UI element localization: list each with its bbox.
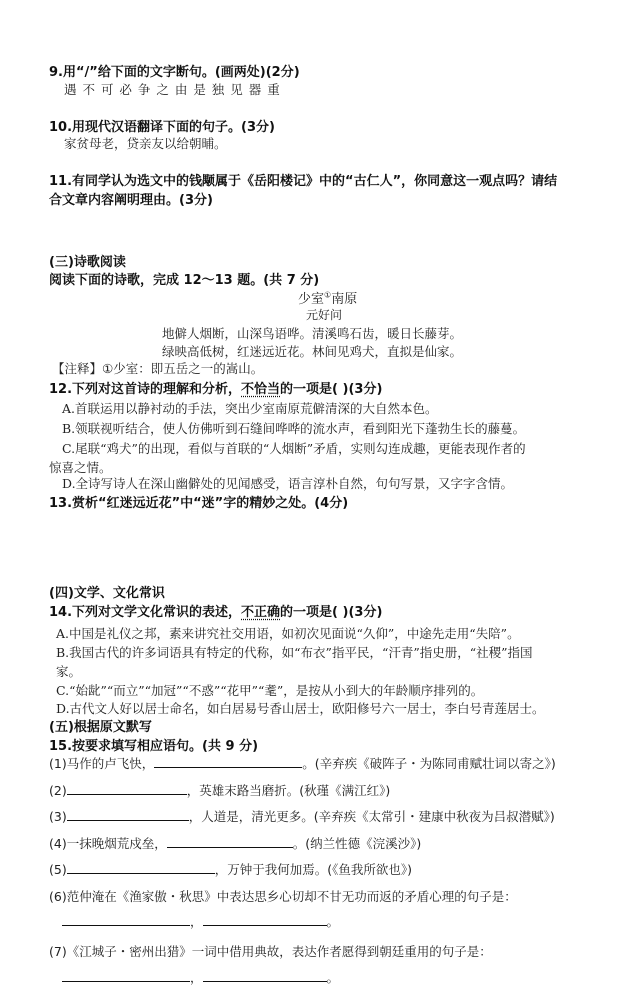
q15-item1-blank[interactable] bbox=[154, 754, 302, 768]
q14-option-a: A.中国是礼仪之邦，素来讲究社交用语，如初次见面说“久仰”，中途先走用“失陪”。 bbox=[56, 626, 520, 641]
q9-title: 9.用“/”给下面的文字断句。(画两处)(2分) bbox=[49, 65, 300, 80]
q13-title: 13.赏析“红迷远近花”中“迷”字的精妙之处。(4分) bbox=[49, 496, 349, 511]
section3-heading: (三)诗歌阅读 bbox=[49, 255, 126, 270]
q15-item7-sep: ， bbox=[190, 970, 203, 985]
poem-line-2: 绿映高低树，红迷远近花。林间见鸡犬，直拟是仙家。 bbox=[162, 344, 463, 359]
poem-title bbox=[298, 288, 357, 307]
q15-item3-suffix: ，人道是，清光更多。(辛弃疾《太常引・建康中秋夜为吕叔潜赋》) bbox=[188, 809, 555, 824]
q10-title: 10.用现代汉语翻译下面的句子。(3分) bbox=[49, 120, 275, 135]
q15-item-1 bbox=[49, 754, 556, 772]
q15-item-5 bbox=[49, 860, 412, 878]
q10-text: 家贫母老，贷亲友以给朝晡。 bbox=[64, 136, 227, 151]
q12-option-c-line2: 惊喜之情。 bbox=[49, 460, 112, 475]
q15-item-7-answer bbox=[62, 968, 339, 986]
q14-option-b-line1: B.我国古代的许多词语具有特定的代称，如“布衣”指平民，“汗青”指史册，“社稷”指国 bbox=[56, 645, 533, 660]
q15-item4-suffix: 。(纳兰性德《浣溪沙》) bbox=[292, 836, 422, 851]
poem-title-tail: 南原 bbox=[331, 292, 358, 307]
q11-line2: 合文章内容阐明理由。(3分) bbox=[49, 193, 213, 208]
q14-option-b-line2: 家。 bbox=[56, 664, 82, 679]
q12-title-a: 12.下列对这首诗的理解和分析， bbox=[49, 382, 242, 397]
q15-item6-end: 。 bbox=[326, 914, 340, 929]
q15-item6-sep: ， bbox=[190, 914, 203, 929]
q14-option-d: D.古代文人好以居士命名，如白居易号香山居士，欧阳修号六一居士，李白号青莲居士。 bbox=[56, 701, 545, 716]
section4-heading: (四)文学、文化常识 bbox=[49, 586, 165, 601]
q15-item-3 bbox=[49, 807, 555, 825]
q15-item2-suffix: ，英雄末路当磨折。(秋瑾《满江红》) bbox=[186, 783, 391, 798]
q15-item1-prefix: (1)马作的卢飞快， bbox=[49, 756, 155, 771]
q15-item2-blank[interactable] bbox=[67, 781, 187, 795]
q15-item-4 bbox=[49, 834, 421, 852]
q15-item5-prefix: (5) bbox=[49, 862, 67, 877]
q15-item6-blank-2[interactable] bbox=[203, 912, 327, 926]
q12-option-a: A.首联运用以静衬动的手法，突出少室南原荒僻清深的大自然本色。 bbox=[62, 401, 438, 416]
q15-item7-blank-1[interactable] bbox=[62, 968, 190, 982]
q14-option-c: C.“始龀”“而立”“加冠”“不惑”“花甲”“耄”，是按从小到大的年龄顺序排列的。 bbox=[56, 683, 484, 698]
q15-item2-prefix: (2) bbox=[49, 783, 67, 798]
q15-item-7: (7)《江城子・密州出猎》一词中借用典故，表达作者愿得到朝廷重用的句子是： bbox=[49, 944, 492, 959]
q15-item7-end: 。 bbox=[326, 970, 340, 985]
q15-item-6-answer bbox=[62, 912, 339, 930]
poem-line-1: 地僻人烟断，山深鸟语哗。清溪鸣石齿，暖日长藤芽。 bbox=[162, 326, 463, 341]
q15-item3-blank[interactable] bbox=[67, 807, 189, 821]
poem-title-note: ① bbox=[324, 290, 332, 300]
q15-item5-blank[interactable] bbox=[67, 860, 215, 874]
q15-item7-blank-2[interactable] bbox=[203, 968, 327, 982]
poet: 元好问 bbox=[306, 308, 343, 322]
q14-title-emphasis: 不正确 bbox=[241, 605, 281, 620]
q15-item1-suffix: 。(辛弃疾《破阵子・为陈同甫赋壮词以寄之》) bbox=[302, 756, 556, 771]
section3-instruction: 阅读下面的诗歌，完成 12～13 题。(共 7 分) bbox=[49, 273, 320, 288]
q15-item3-prefix: (3) bbox=[49, 809, 67, 824]
q12-option-d: D.全诗写诗人在深山幽僻处的见闻感受，语言淳朴自然，句句写景，又字字含情。 bbox=[62, 476, 514, 491]
q15-item4-prefix: (4)一抹晚烟荒戍垒， bbox=[49, 836, 167, 851]
q14-title-c: 的一项是( )(3分) bbox=[280, 605, 383, 620]
q12-option-b: B.领联视听结合，使人仿佛听到石缝间哗哗的流水声，看到阳光下蓬勃生长的藤蔓。 bbox=[62, 421, 526, 436]
q12-option-c-line1: C.尾联“鸡犬”的出现，看似与首联的“人烟断”矛盾，实则勾连成趣，更能表现作者的 bbox=[62, 441, 526, 456]
poem-note: 【注释】①少室：即五岳之一的嵩山。 bbox=[52, 361, 264, 376]
q15-item-6: (6)范仲淹在《渔家傲・秋思》中表达思乡心切却不甘无功而返的矛盾心理的句子是： bbox=[49, 889, 517, 904]
q12-title-emphasis: 不恰当 bbox=[241, 382, 281, 397]
q12-title bbox=[49, 378, 382, 397]
q15-item5-suffix: ，万钟于我何加焉。(《鱼我所欲也》) bbox=[214, 862, 412, 877]
q14-title-a: 14.下列对文学文化常识的表述， bbox=[49, 605, 242, 620]
q15-item4-blank[interactable] bbox=[167, 834, 293, 848]
q9-text: 遇 不 可 必 争 之 由 是 独 见 器 重 bbox=[64, 82, 281, 97]
q14-title bbox=[49, 601, 382, 620]
q15-title: 15.按要求填写相应语句。(共 9 分) bbox=[49, 739, 259, 754]
section5-heading: (五)根据原文默写 bbox=[49, 720, 152, 735]
q12-title-c: 的一项是( )(3分) bbox=[280, 382, 383, 397]
poem-title-main: 少室 bbox=[298, 292, 325, 307]
q15-item-2 bbox=[49, 781, 390, 799]
q11-line1: 11.有同学认为选文中的钱颙属于《岳阳楼记》中的“古仁人”，你同意这一观点吗？请结 bbox=[49, 174, 558, 189]
q15-item6-blank-1[interactable] bbox=[62, 912, 190, 926]
